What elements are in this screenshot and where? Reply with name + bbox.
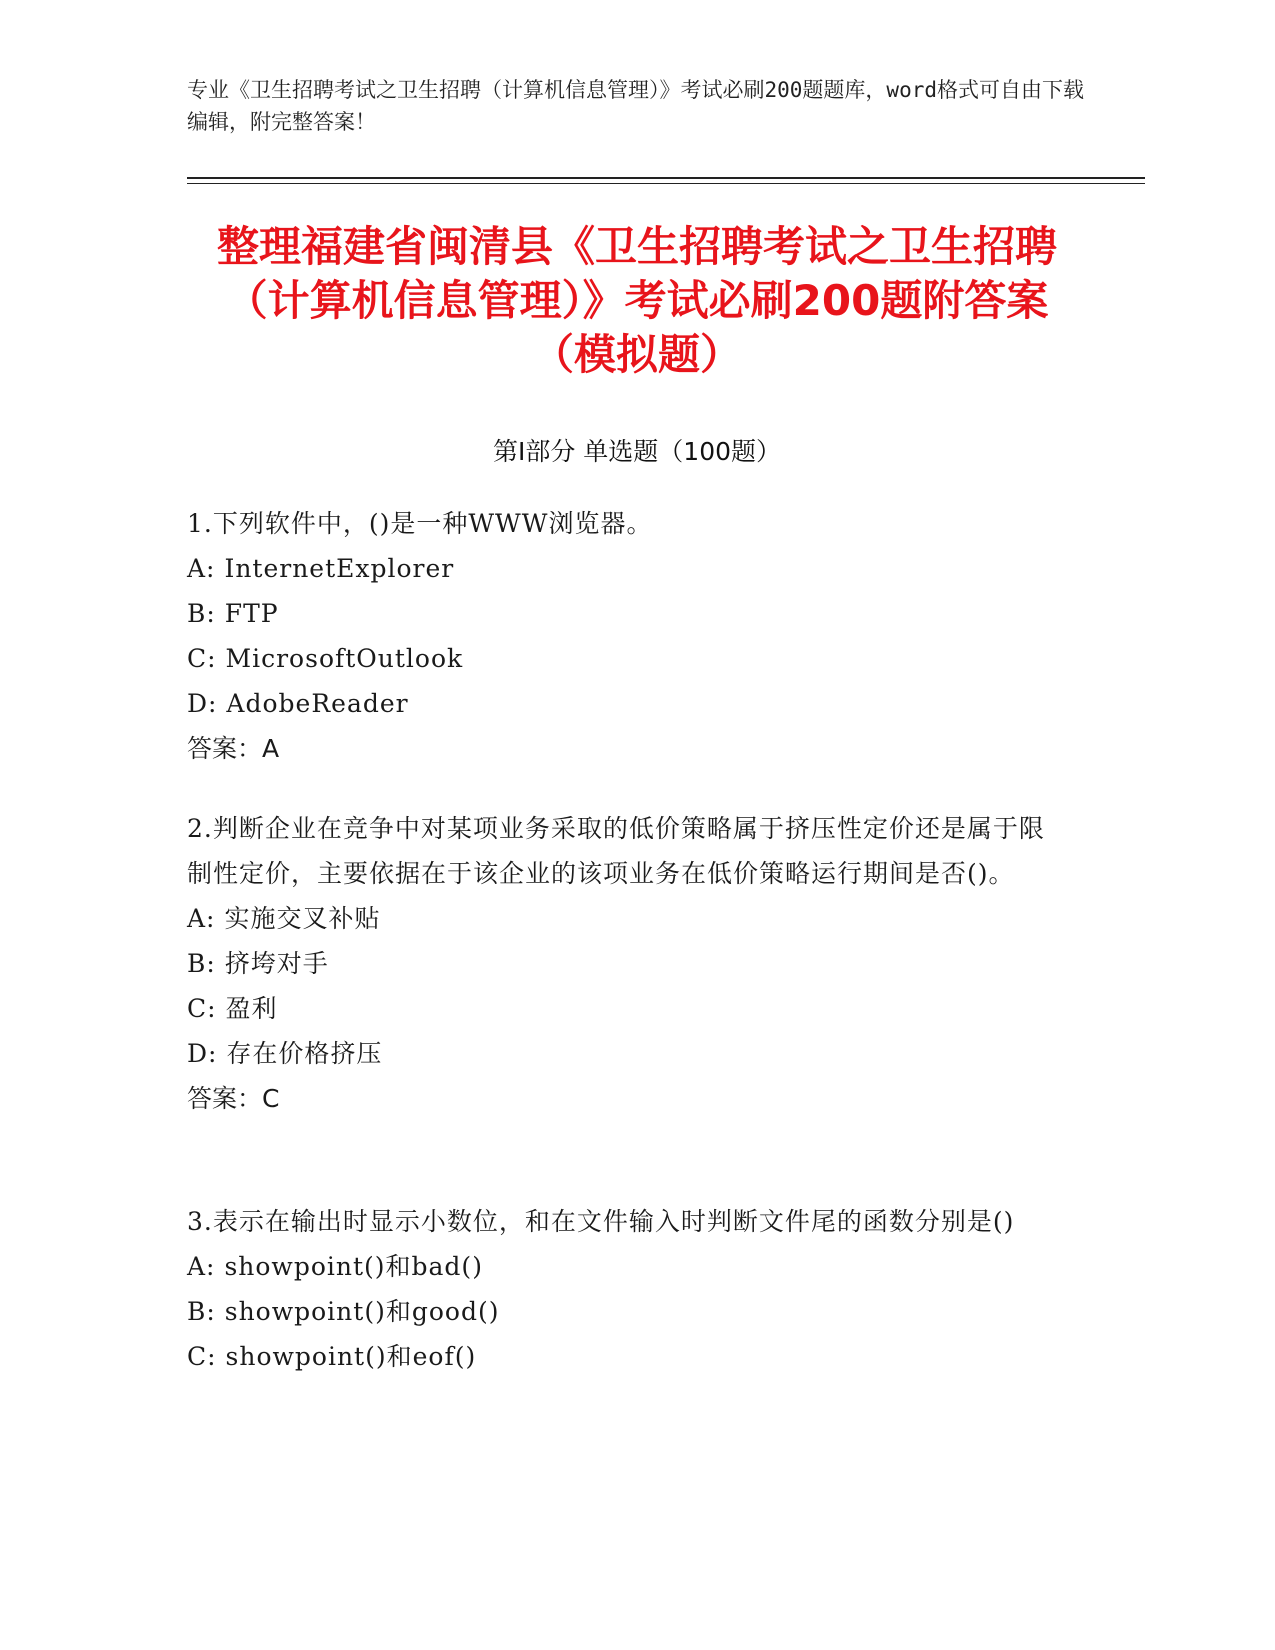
option-key: B: [187,949,216,978]
option-text: AdobeReader [226,689,409,718]
option-text: InternetExplorer [224,554,455,583]
option-text: showpoint()和eof() [225,1342,477,1371]
option-c [187,1334,1067,1379]
option-text: 存在价格挤压 [226,1039,383,1068]
option-key: A: [187,904,216,933]
answer: 答案：A [187,734,280,763]
option-a [187,1244,1067,1289]
option-key: C: [187,1342,217,1371]
header-note: 专业《卫生招聘考试之卫生招聘（计算机信息管理）》考试必刷200题题库，word格式可自由下载编辑，附完整答案！ [187,78,1084,134]
option-d [187,1031,1067,1076]
option-key: A: [187,1252,216,1281]
document-title: 整理福建省闽清县《卫生招聘考试之卫生招聘（计算机信息管理）》考试必刷200题附答案（模拟题） [216,222,1057,379]
option-text: 盈利 [225,994,278,1023]
header-rule-thick [187,177,1145,179]
question-1 [187,501,1067,771]
question-stem: 1.下列软件中，()是一种WWW浏览器。 [187,509,653,538]
question-2 [187,806,1067,1121]
question-3 [187,1199,1067,1379]
option-c [187,986,1067,1031]
section-title: 第Ⅰ部分 单选题（100题） [492,437,782,466]
option-key: D: [187,689,218,718]
option-key: B: [187,1297,216,1326]
option-key: C: [187,644,217,673]
option-text: showpoint()和good() [224,1297,500,1326]
option-b [187,591,1067,636]
option-text: FTP [224,599,279,628]
option-text: 挤垮对手 [224,949,329,978]
option-d [187,681,1067,726]
question-stem: 2.判断企业在竞争中对某项业务采取的低价策略属于挤压性定价还是属于限制性定价，主要依据在于该企业的该项业务在低价策略运行期间是否()。 [187,814,1045,888]
option-text: 实施交叉补贴 [224,904,381,933]
option-key: C: [187,994,217,1023]
question-stem: 3.表示在输出时显示小数位，和在文件输入时判断文件尾的函数分别是() [187,1207,1015,1236]
answer: 答案：C [187,1084,280,1113]
option-c [187,636,1067,681]
option-text: MicrosoftOutlook [225,644,464,673]
option-key: B: [187,599,216,628]
option-key: D: [187,1039,218,1068]
option-a [187,896,1067,941]
header-rule-thin [187,183,1145,184]
option-b [187,941,1067,986]
option-text: showpoint()和bad() [224,1252,483,1281]
option-key: A: [187,554,216,583]
option-b [187,1289,1067,1334]
option-a [187,546,1067,591]
